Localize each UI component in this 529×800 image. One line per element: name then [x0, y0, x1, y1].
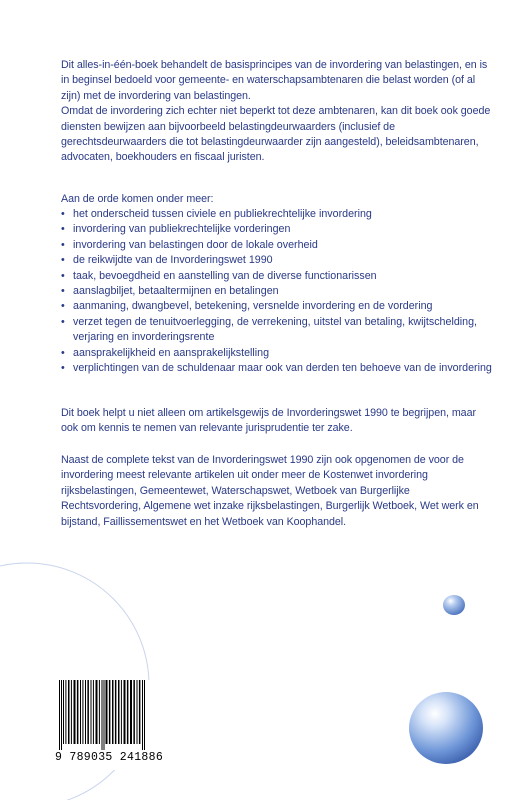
- list-item: • invordering van belastingen door de lokale overheid: [61, 238, 501, 253]
- bullet-icon: •: [61, 315, 65, 328]
- list-item: • verzet tegen de tenuitvoerlegging, de verrekening, uitstel van betaling, kwijtschelding, verjaring en invorderingsrente: [61, 315, 477, 344]
- intro-section: [61, 58, 491, 166]
- decorative-orb-small: [443, 595, 465, 615]
- list-item: • de reikwijdte van de Invorderingswet 1990: [61, 253, 501, 268]
- barcode-bar: [139, 680, 141, 744]
- barcode-bar: [85, 680, 86, 744]
- barcode-bar: [133, 680, 135, 744]
- topics-list: [61, 207, 501, 376]
- barcode-number: 9 789035 241886: [55, 751, 164, 764]
- list-item: • aansprakelijkheid en aansprakelijkstelling: [61, 346, 501, 361]
- barcode-bar: [68, 680, 70, 744]
- barcode-bar: [115, 680, 117, 744]
- list-item: • invordering van publiekrechtelijke vorderingen: [61, 222, 501, 237]
- barcode-bar: [106, 680, 108, 744]
- list-item: • aanslagbiljet, betaaltermijnen en betalingen: [61, 284, 501, 299]
- barcode-bar: [112, 680, 114, 744]
- bullet-icon: •: [61, 300, 65, 313]
- bullet-icon: •: [61, 269, 65, 282]
- topics-heading: Aan de orde komen onder meer:: [61, 193, 214, 205]
- list-item: • taak, bevoegdheid en aanstelling van de diverse functionarissen: [61, 269, 501, 284]
- barcode-bar: [82, 680, 83, 744]
- naast-paragraph: Naast de complete tekst van de Invorderingswet 1990 zijn ook opgenomen de voor de invordering meest relevante artikelen uit onder meer de Kostenwet invordering rijksbelastingen, Gemeentewet, Waterschapswet, Wetboek van Burgerlijke Rechtsvordering, Algemene wet inzake rijksbelastingen, Burgerlijk Wetboek, Wet werk en bijstand, Faillissementswet en het Wetboek van Koophandel.: [61, 454, 479, 528]
- intro-paragraph-2: Omdat de invordering zich echter niet beperkt tot deze ambtenaren, kan dit boek ook goede diensten bewijzen aan bijvoorbeeld belastingdeurwaarders (inclusief de gerechtsdeurwaarders die tot belastingdeurwaarder zijn aangesteld), beleidsambtenaren, advocaten, boekhouders en fiscaal juristen.: [61, 105, 491, 164]
- barcode-bar: [77, 680, 79, 744]
- barcode-bar: [109, 680, 111, 744]
- barcode-bar: [121, 680, 122, 744]
- barcode-bar: [80, 680, 81, 744]
- barcode-bar: [71, 680, 72, 744]
- intro-paragraph-1: Dit alles-in-één-boek behandelt de basisprincipes van de invordering van belastingen, en is in beginsel bedoeld voor gemeente- en waterschapsambtenaren die belast worden (of al zijn) met de invordering van belastingen.: [61, 59, 488, 102]
- barcode-bar: [142, 680, 143, 750]
- barcode-bar: [91, 680, 92, 744]
- bullet-icon: •: [61, 223, 65, 236]
- list-item: • het onderscheid tussen civiele en publiekrechtelijke invordering: [61, 207, 501, 222]
- bullet-icon: •: [61, 208, 65, 220]
- barcode-bar: [61, 680, 62, 750]
- barcode-bar: [99, 680, 100, 744]
- barcode-bar: [74, 680, 76, 744]
- barcode-bar: [130, 680, 132, 744]
- barcode-bar: [124, 680, 126, 744]
- barcode-bar: [104, 680, 105, 750]
- decorative-orb-large: [409, 692, 483, 764]
- barcode-bar: [118, 680, 120, 744]
- barcode-bar: [137, 680, 138, 744]
- bullet-icon: •: [61, 254, 65, 267]
- bullet-icon: •: [61, 362, 65, 375]
- barcode-bar: [96, 680, 98, 744]
- barcode-bars: [55, 680, 160, 750]
- bullet-icon: •: [61, 238, 65, 251]
- bullet-icon: •: [61, 285, 65, 298]
- barcode-bar: [102, 680, 103, 750]
- helpt-paragraph: Dit boek helpt u niet alleen om artikelsgewijs de Invorderingswet 1990 te begrijpen, maar ook om kennis te nemen van relevante jurisprudentie ter zake.: [61, 407, 476, 435]
- barcode-bar: [93, 680, 94, 744]
- barcode-bar: [59, 680, 60, 750]
- list-item: • verplichtingen van de schuldenaar maar ook van derden ten behoeve van de invordering: [61, 361, 501, 376]
- bullet-icon: •: [61, 346, 65, 359]
- barcode-bar: [127, 680, 128, 744]
- barcode-bar: [65, 680, 66, 744]
- barcode-bar: [87, 680, 89, 744]
- barcode-bar: [63, 680, 64, 744]
- barcode-bar: [144, 680, 145, 750]
- list-item: • aanmaning, dwangbevel, betekening, versnelde invordering en de vordering: [61, 299, 501, 314]
